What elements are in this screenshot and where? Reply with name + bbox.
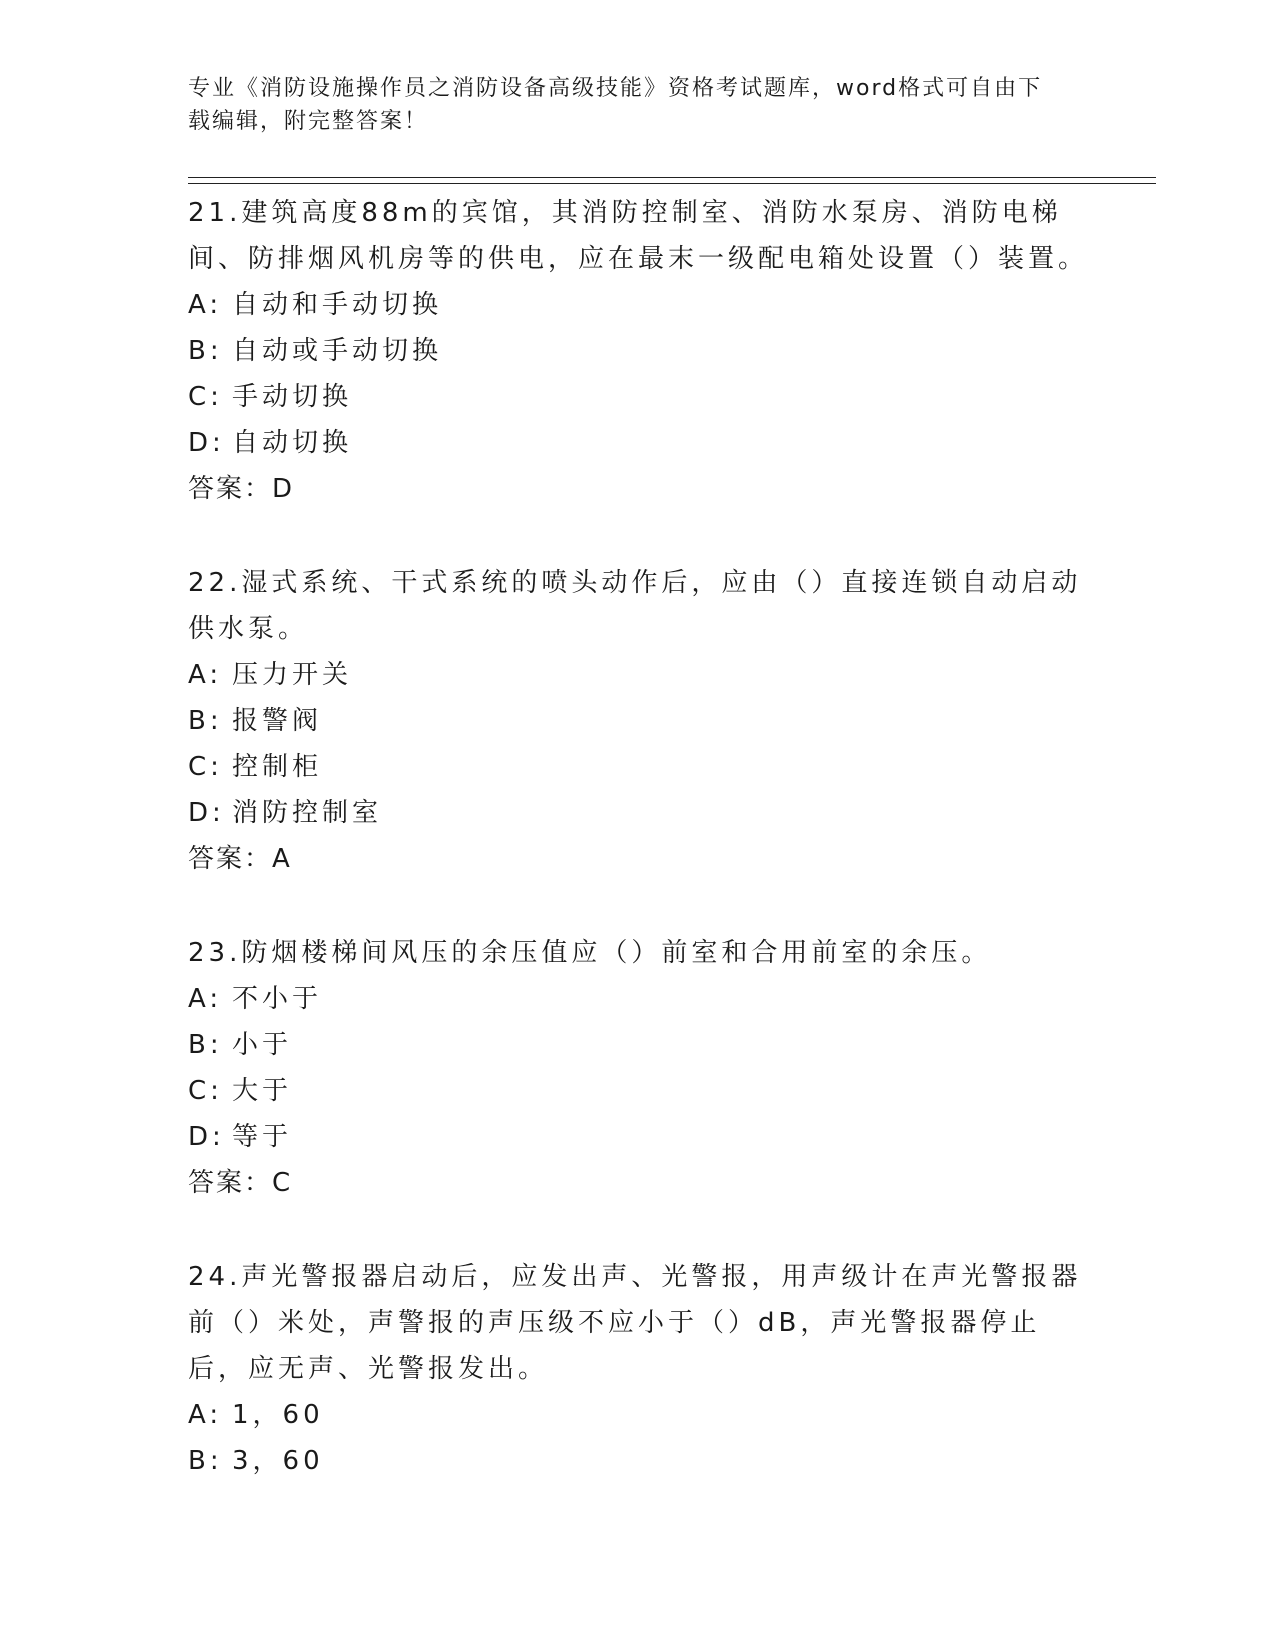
option-key: D: [188,1122,225,1152]
option-d [188,1114,1088,1160]
option-key: A: [188,1400,223,1430]
option-key: A: [188,984,223,1014]
option-c [188,1068,1088,1114]
option-text: 自动切换 [232,428,353,458]
question-text: 21.建筑高度88m的宾馆，其消防控制室、消防水泵房、消防电梯间、防排烟风机房等的供电，应在最末一级配电箱处设置（）装置。 [188,198,1089,274]
question-21 [188,190,1088,512]
option-a [188,976,1088,1022]
option-text: 3，60 [232,1446,324,1476]
option-text: 消防控制室 [232,798,383,828]
option-text: 报警阀 [232,706,323,736]
option-text: 手动切换 [232,382,353,412]
header-divider-top [188,177,1156,178]
option-text: 控制柜 [232,752,323,782]
option-text: 大于 [232,1076,293,1106]
document-header [188,72,1068,138]
option-b [188,328,1088,374]
option-key: B: [188,1446,223,1476]
option-a [188,1392,1088,1438]
option-key: D: [188,798,225,828]
option-text: 小于 [232,1030,293,1060]
option-c [188,374,1088,420]
option-d [188,790,1088,836]
option-b [188,698,1088,744]
question-text: 24.声光警报器启动后，应发出声、光警报，用声级计在声光警报器前（）米处，声警报的声压级不应小于（）dB，声光警报器停止后，应无声、光警报发出。 [188,1262,1082,1384]
option-key: C: [188,1076,223,1106]
option-text: 不小于 [232,984,323,1014]
option-a [188,652,1088,698]
answer-line: 答案：A [188,844,292,874]
option-key: B: [188,336,223,366]
header-line-2: 载编辑，附完整答案！ [188,109,429,134]
option-key: C: [188,752,223,782]
question-22 [188,560,1088,882]
answer-line: 答案：C [188,1168,293,1198]
option-b [188,1438,1088,1484]
option-text: 压力开关 [232,660,353,690]
question-23 [188,930,1088,1206]
answer-line: 答案：D [188,474,295,504]
option-d [188,420,1088,466]
option-key: D: [188,428,225,458]
option-key: B: [188,706,223,736]
question-text: 23.防烟楼梯间风压的余压值应（）前室和合用前室的余压。 [188,938,992,968]
option-c [188,744,1088,790]
option-text: 自动或手动切换 [232,336,443,366]
option-text: 等于 [232,1122,293,1152]
option-key: A: [188,290,223,320]
option-a [188,282,1088,328]
question-list [188,190,1088,1532]
option-b [188,1022,1088,1068]
option-text: 1，60 [232,1400,324,1430]
option-key: C: [188,382,223,412]
question-text: 22.湿式系统、干式系统的喷头动作后，应由（）直接连锁自动启动供水泵。 [188,568,1082,644]
header-divider-bottom [188,183,1156,184]
question-24 [188,1254,1088,1484]
option-key: A: [188,660,223,690]
option-text: 自动和手动切换 [232,290,443,320]
option-key: B: [188,1030,223,1060]
header-line-1: 专业《消防设施操作员之消防设备高级技能》资格考试题库，word格式可自由下 [188,76,1043,101]
